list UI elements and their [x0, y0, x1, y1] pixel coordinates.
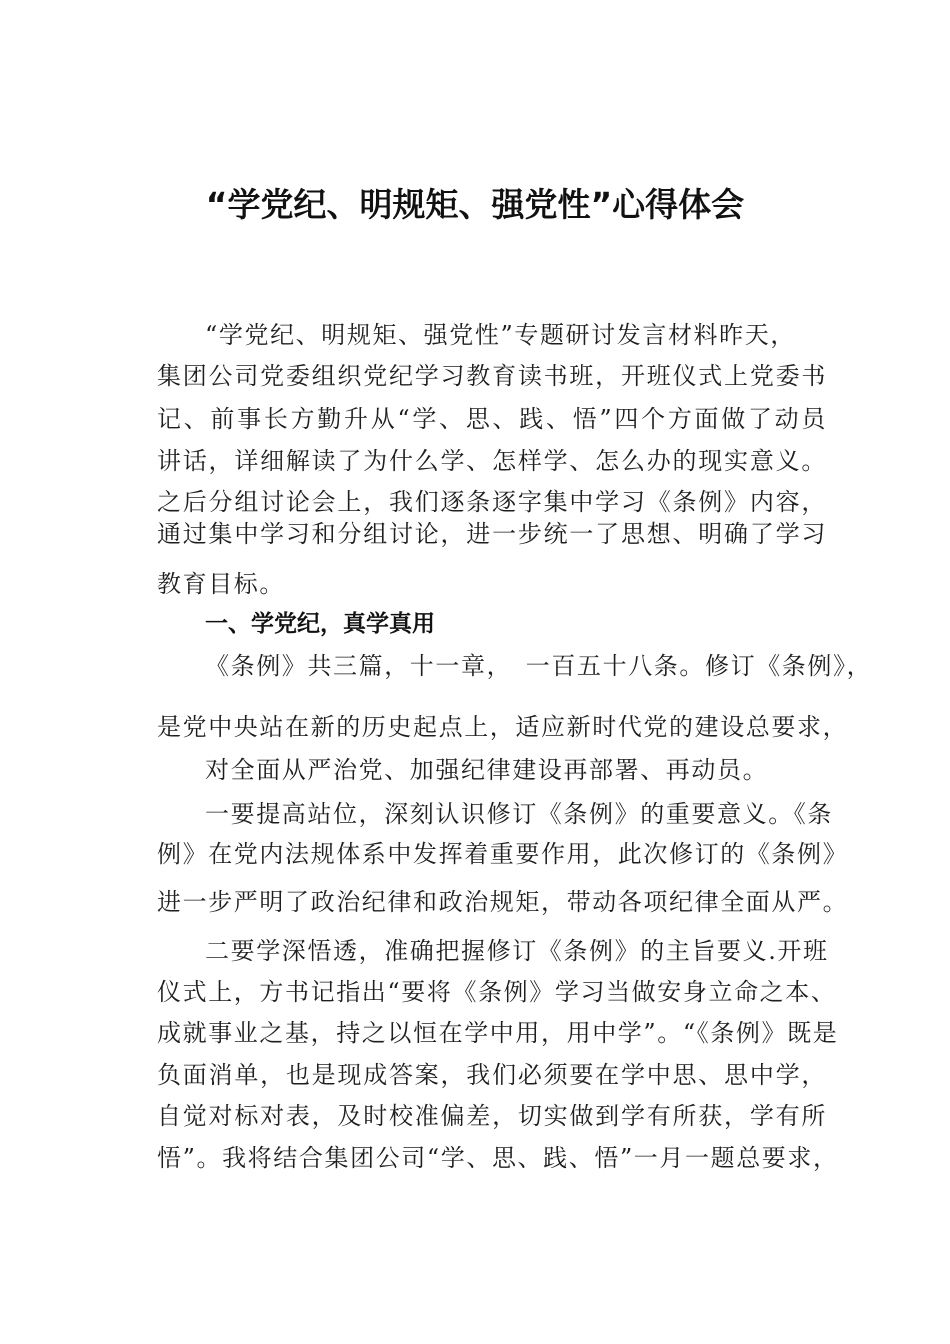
paragraph-line: 仪式上，方书记指出“要将《条例》学习当做安身立命之本、	[157, 978, 837, 1006]
paragraph-line: 集团公司党委组织党纪学习教育读书班，开班仪式上党委书	[157, 362, 827, 390]
paragraph-line: 之后分组讨论会上，我们逐条逐字集中学习《条例》内容，	[157, 488, 827, 516]
paragraph-line: 负面消单，也是现成答案，我们必须要在学中思、思中学，	[157, 1061, 827, 1089]
paragraph-line: 讲话，详细解读了为什么学、怎样学、怎么办的现实意义。	[157, 447, 827, 475]
paragraph-line: 二要学深悟透，准确把握修订《条例》的主旨要义.开班	[205, 937, 829, 965]
section-heading: 一、学党纪，真学真用	[205, 611, 435, 637]
document-title: “学党纪、明规矩、强党性”心得体会	[205, 185, 745, 224]
paragraph-line: 自觉对标对表，及时校准偏差，切实做到学有所获，学有所	[157, 1102, 827, 1130]
paragraph-line: 悟”。我将结合集团公司“学、思、践、悟”一月一题总要求，	[157, 1144, 839, 1172]
paragraph-line: 记、前事长方勤升从“学、思、践、悟”四个方面做了动员	[157, 405, 827, 433]
paragraph-line: 进一步严明了政治纪律和政治规矩，带动各项纪律全面从严。	[157, 888, 849, 916]
paragraph-line: 《条例》共三篇，十一章， 一百五十八条。修订《条例》，	[205, 652, 873, 680]
paragraph-line: 是党中央站在新的历史起点上，适应新时代党的建设总要求，	[157, 713, 849, 741]
paragraph-line: 对全面从严治党、加强纪律建设再部署、再动员。	[205, 756, 769, 784]
paragraph-line: 一要提高站位，深刻认识修订《条例》的重要意义。《条	[205, 800, 833, 828]
paragraph-line: “学党纪、明规矩、强党性”专题研讨发言材料昨天，	[205, 321, 796, 349]
paragraph-line: 教育目标。	[157, 570, 285, 598]
paragraph-line: 成就事业之基，持之以恒在学中用，用中学”。“《条例》既是	[157, 1019, 839, 1047]
paragraph-line: 通过集中学习和分组讨论，进一步统一了思想、明确了学习	[157, 520, 827, 548]
paragraph-line: 例》在党内法规体系中发挥着重要作用，此次修订的《条例》	[157, 840, 849, 868]
